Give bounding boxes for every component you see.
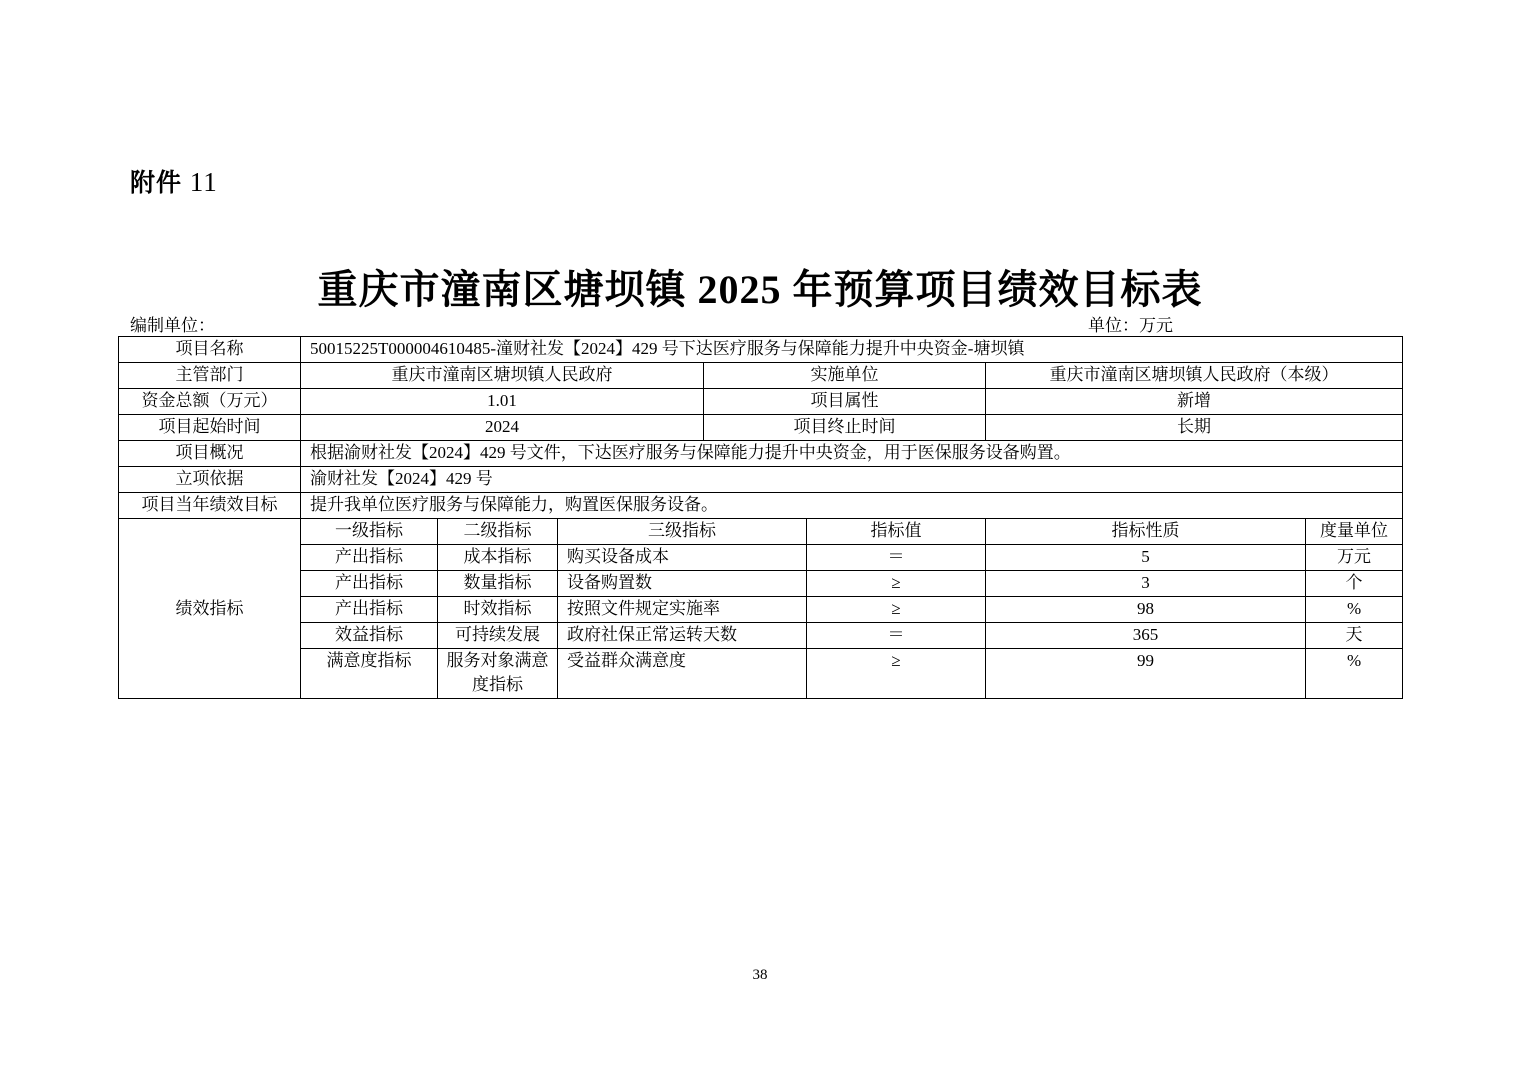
level3-cell: 按照文件规定实施率 (558, 597, 807, 623)
header-cell: 一级指标 (301, 519, 438, 545)
attachment-prefix: 附件 (130, 168, 183, 197)
symbol-cell: ≥ (807, 649, 986, 699)
value-cell: 365 (986, 623, 1306, 649)
header-cell: 度量单位 (1306, 519, 1403, 545)
cell-label: 项目起始时间 (119, 415, 301, 441)
indicator-row (119, 649, 1403, 699)
cell-label: 项目当年绩效目标 (119, 493, 301, 519)
level3-cell: 购买设备成本 (558, 545, 807, 571)
level1-cell: 满意度指标 (301, 649, 438, 699)
table-row (119, 363, 1403, 389)
indicator-row (119, 623, 1403, 649)
header-cell: 指标值 (807, 519, 986, 545)
level2-cell: 时效指标 (438, 597, 558, 623)
cell-label: 立项依据 (119, 467, 301, 493)
unit-cell: 天 (1306, 623, 1403, 649)
level3-cell: 设备购置数 (558, 571, 807, 597)
table-row (119, 337, 1403, 363)
table-row (119, 467, 1403, 493)
level1-cell: 产出指标 (301, 571, 438, 597)
table-row (119, 389, 1403, 415)
page-title: 重庆市潼南区塘坝镇 2025 年预算项目绩效目标表 (317, 267, 1203, 312)
cell-value: 渝财社发【2024】429 号 (301, 467, 1403, 493)
level3-cell: 政府社保正常运转天数 (558, 623, 807, 649)
level1-cell: 效益指标 (301, 623, 438, 649)
cell-value: 根据渝财社发【2024】429 号文件，下达医疗服务与保障能力提升中央资金，用于医保服务设备购置。 (301, 441, 1403, 467)
header-cell: 指标性质 (986, 519, 1306, 545)
unit-label: 单位：万元 (1088, 316, 1173, 335)
unit-cell: % (1306, 597, 1403, 623)
cell-value: 50015225T000004610485-潼财社发【2024】429 号下达医疗服务与保障能力提升中央资金-塘坝镇 (301, 337, 1403, 363)
symbol-cell: ＝ (807, 623, 986, 649)
cell-label: 项目名称 (119, 337, 301, 363)
page-number: 38 (752, 967, 768, 983)
indicator-row (119, 597, 1403, 623)
cell-label: 资金总额（万元） (119, 389, 301, 415)
level2-cell: 服务对象满意度指标 (438, 649, 558, 699)
cell-label: 实施单位 (704, 363, 986, 389)
attachment-number: 11 (189, 167, 218, 197)
symbol-cell: ≥ (807, 597, 986, 623)
level2-cell: 可持续发展 (438, 623, 558, 649)
table-row (119, 415, 1403, 441)
cell-value: 2024 (301, 415, 704, 441)
indicator-row (119, 571, 1403, 597)
unit-cell: 万元 (1306, 545, 1403, 571)
performance-table (118, 336, 1403, 699)
unit-cell: 个 (1306, 571, 1403, 597)
cell-value: 提升我单位医疗服务与保障能力，购置医保服务设备。 (301, 493, 1403, 519)
value-cell: 98 (986, 597, 1306, 623)
unit-cell: % (1306, 649, 1403, 699)
cell-label: 主管部门 (119, 363, 301, 389)
level2-cell: 成本指标 (438, 545, 558, 571)
cell-label: 项目终止时间 (704, 415, 986, 441)
cell-label: 项目属性 (704, 389, 986, 415)
header-cell: 二级指标 (438, 519, 558, 545)
value-cell: 5 (986, 545, 1306, 571)
indicator-header-row (119, 519, 1403, 545)
cell-value: 长期 (986, 415, 1403, 441)
indicator-row (119, 545, 1403, 571)
symbol-cell: ≥ (807, 571, 986, 597)
table-row (119, 493, 1403, 519)
header-cell: 三级指标 (558, 519, 807, 545)
indicators-label: 绩效指标 (119, 519, 301, 699)
table-row (119, 441, 1403, 467)
symbol-cell: ＝ (807, 545, 986, 571)
level2-cell: 数量指标 (438, 571, 558, 597)
level3-cell: 受益群众满意度 (558, 649, 807, 699)
compile-unit-label: 编制单位： (130, 316, 215, 335)
cell-value: 新增 (986, 389, 1403, 415)
value-cell: 99 (986, 649, 1306, 699)
level1-cell: 产出指标 (301, 545, 438, 571)
cell-label: 项目概况 (119, 441, 301, 467)
cell-value: 重庆市潼南区塘坝镇人民政府（本级） (986, 363, 1403, 389)
level1-cell: 产出指标 (301, 597, 438, 623)
cell-value: 1.01 (301, 389, 704, 415)
attachment-label (130, 163, 218, 199)
cell-value: 重庆市潼南区塘坝镇人民政府 (301, 363, 704, 389)
value-cell: 3 (986, 571, 1306, 597)
